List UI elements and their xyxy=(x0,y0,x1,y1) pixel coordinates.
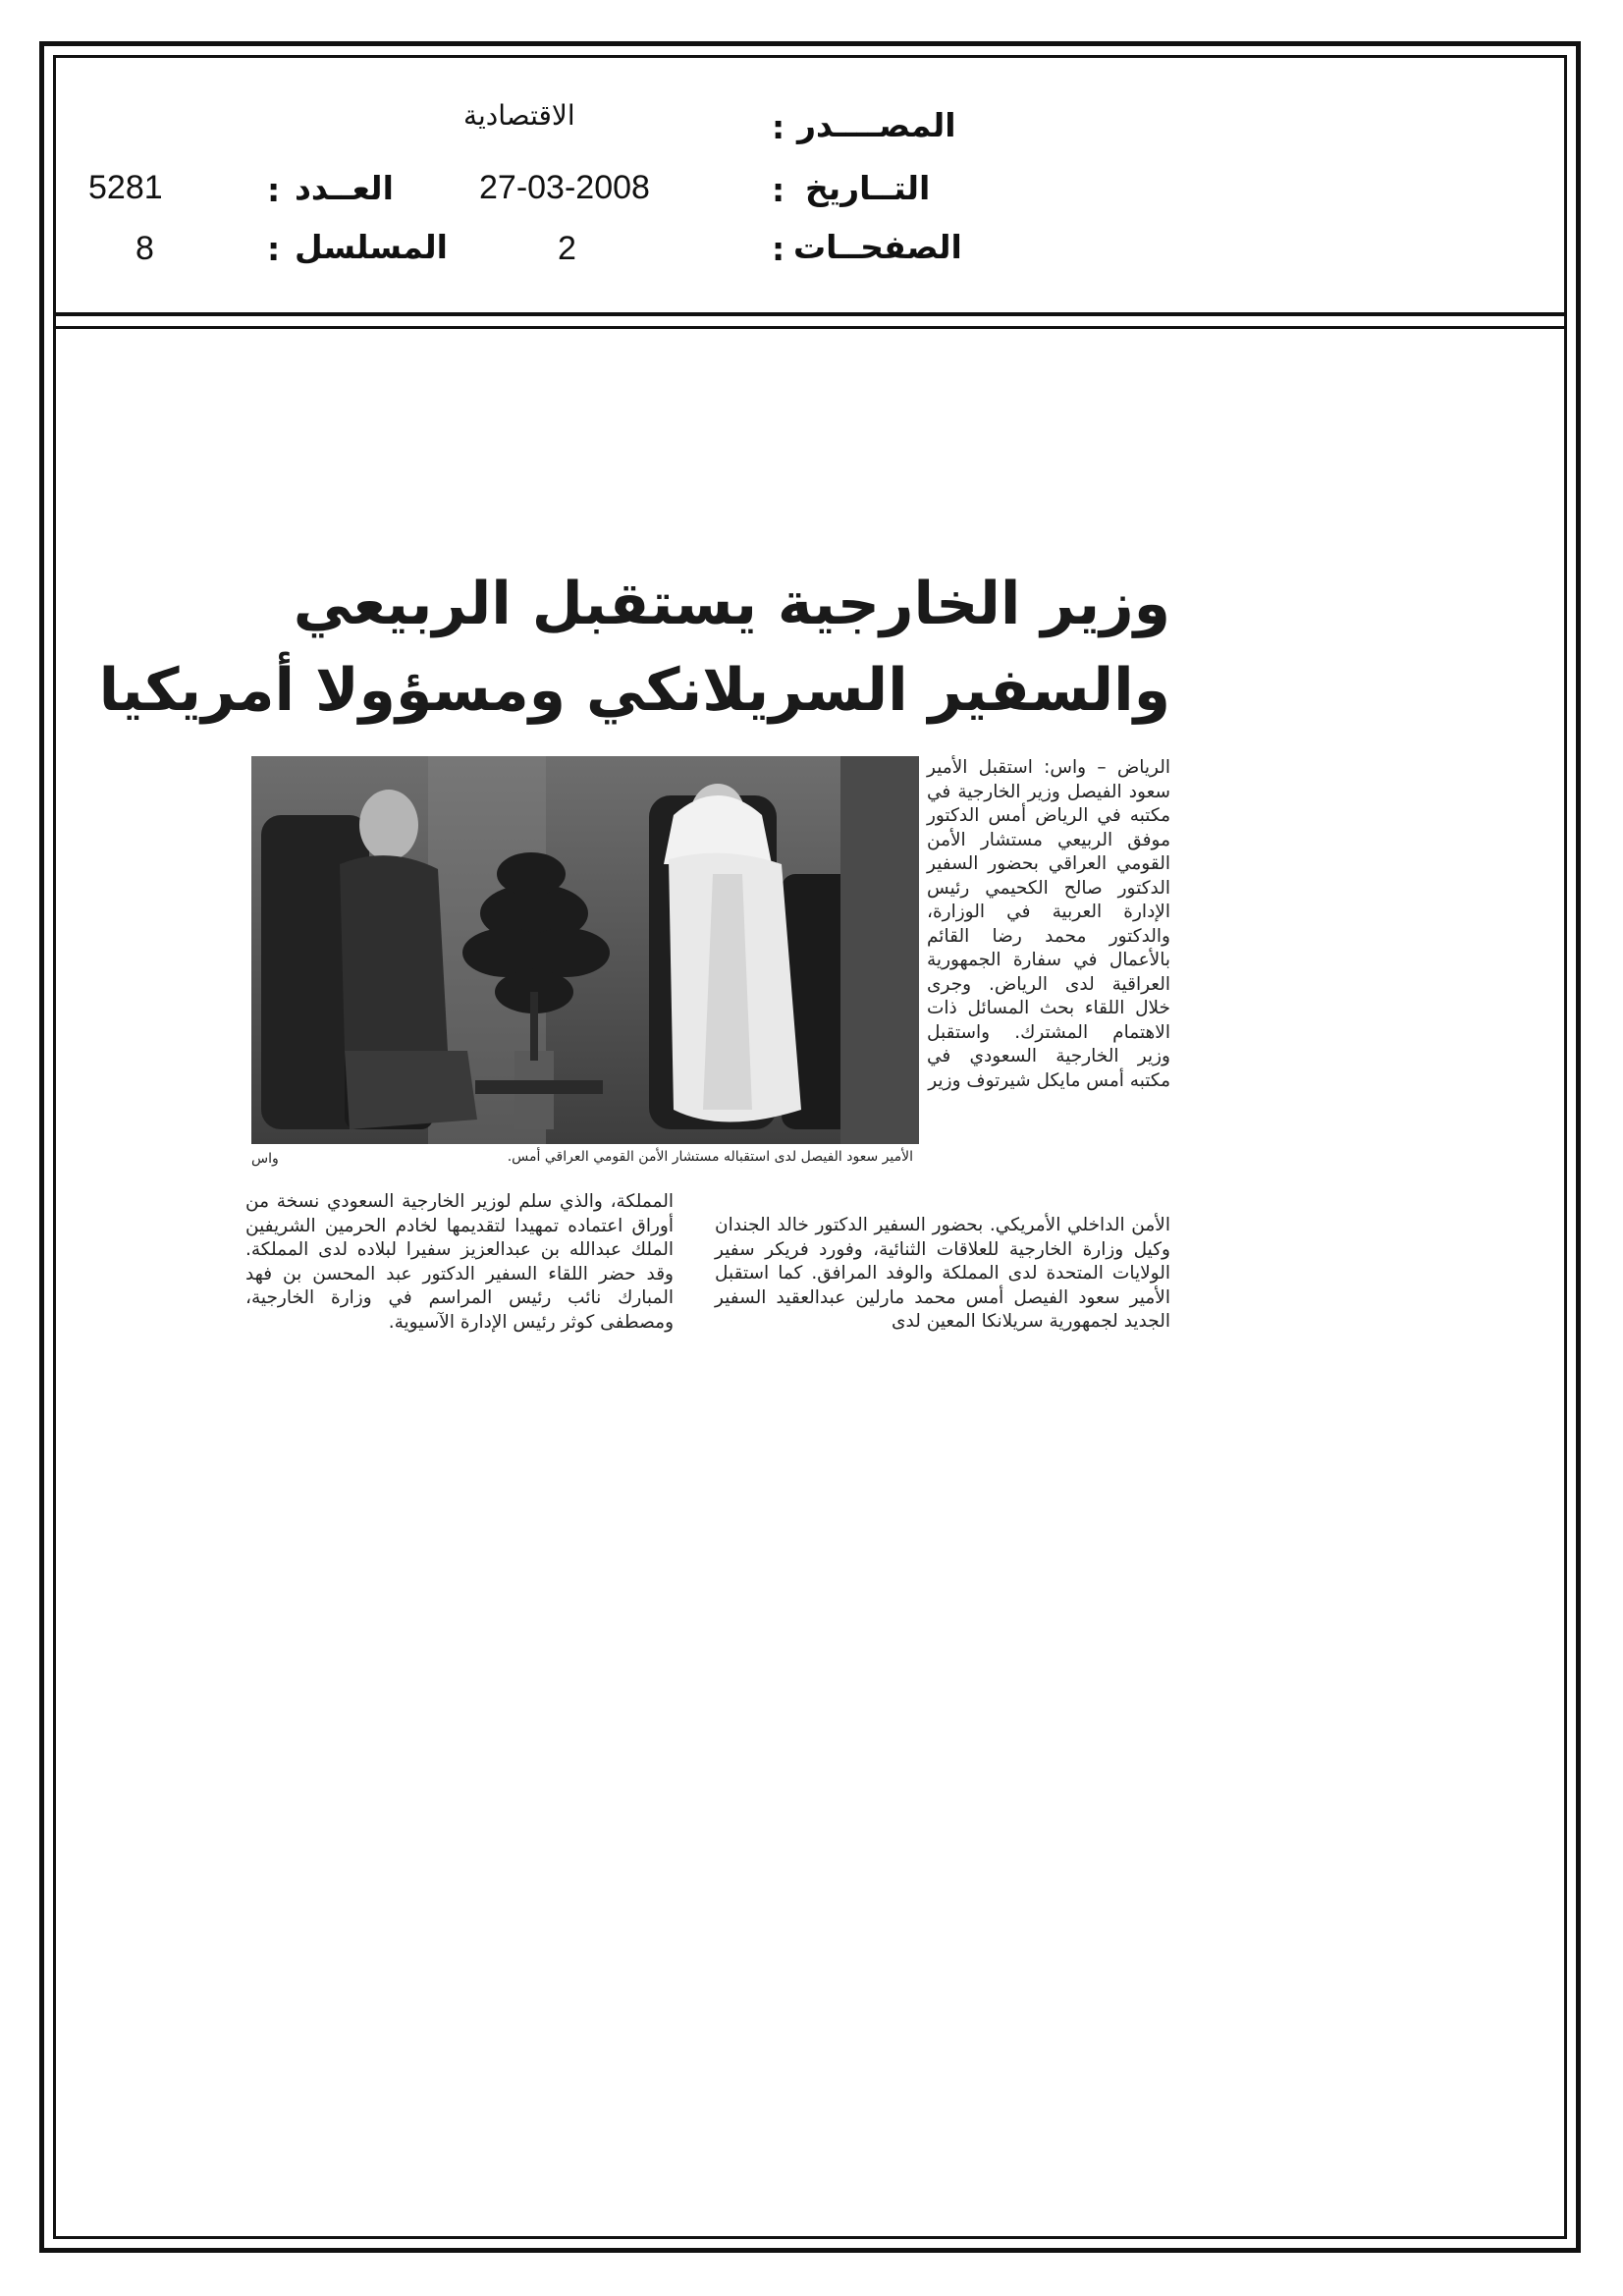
date-value: 27-03-2008 xyxy=(479,169,650,206)
issue-value: 5281 xyxy=(88,169,163,206)
issue-label: العــدد xyxy=(295,169,394,207)
article-photo xyxy=(251,756,919,1144)
headline-line-1: وزير الخارجية يستقبل الربيعي xyxy=(293,570,1170,638)
newspaper-clipping xyxy=(98,562,1170,1404)
article-column-left xyxy=(245,1190,674,1387)
source-label: المصــــدر xyxy=(797,106,956,144)
pages-label: الصفحــات xyxy=(793,228,962,266)
header-divider xyxy=(53,312,1567,316)
column-left-text: المملكة، والذي سلم لوزير الخارجية السعودي نسخة من أوراق اعتماده تمهيدا لتقديمها لخادم الحرمين الشريفين الملك عبدالله بن عبدالعزيز سفيرا لبلاده لدى المملكة. وقد حضر اللقاء السفير الدكتور عبد المحسن بن فهد المبارك نائب رئيس المراسم في وزارة الخارجية، ومصطفى كوثر رئيس الإدارة الآسيوية. xyxy=(245,1191,674,1333)
pages-value: 2 xyxy=(558,230,576,267)
photo-caption: الأمير سعود الفيصل لدى استقباله مستشار الأمن القومي العراقي أمس. xyxy=(507,1149,913,1165)
photo-credit: واس xyxy=(251,1151,279,1167)
article-column-right xyxy=(927,756,1170,1208)
date-label: التــاريخ xyxy=(805,169,931,207)
source-colon: : xyxy=(772,108,785,146)
date-colon: : xyxy=(772,171,785,209)
pages-colon: : xyxy=(772,230,785,268)
column-right-text: الرياض – واس: استقبل الأمير سعود الفيصل وزير الخارجية في مكتبه في الرياض أمس الدكتور موفق الربيعي مستشار الأمن القومي العراقي بحضور السفير الدكتور صالح الكحيمي رئيس الإدارة العربية في الوزارة، والدكتور محمد رضا القائم بالأعمال في سفارة الجمهورية العراقية لدى الرياض. وجرى خلال اللقاء بحث المسائل ذات الاهتمام المشترك. واستقبل وزير الخارجية السعودي في مكتبه أمس مايكل شيرتوف وزير xyxy=(927,757,1170,1091)
headline-line-2: والسفير السريلانكي ومسؤولا أمريكيا xyxy=(98,656,1170,725)
article-column-middle xyxy=(715,1214,1170,1406)
serial-value: 8 xyxy=(135,230,154,267)
serial-colon: : xyxy=(267,230,281,268)
column-middle-text: الأمن الداخلي الأمريكي. بحضور السفير الدكتور خالد الجندان وكيل وزارة الخارجية للعلاقات الثنائية، وفورد فريكر سفير الولايات المتحدة لدى المملكة والوفد المرافق. كما استقبل الأمير سعود الفيصل أمس محمد مارلين عبدالعقيد السفير الجديد لجمهورية سريلانكا المعين لدى xyxy=(715,1215,1170,1332)
header-divider-inner xyxy=(53,326,1567,329)
serial-label: المسلسل xyxy=(295,228,448,266)
issue-colon: : xyxy=(267,171,281,209)
source-value: الاقتصادية xyxy=(463,99,575,132)
